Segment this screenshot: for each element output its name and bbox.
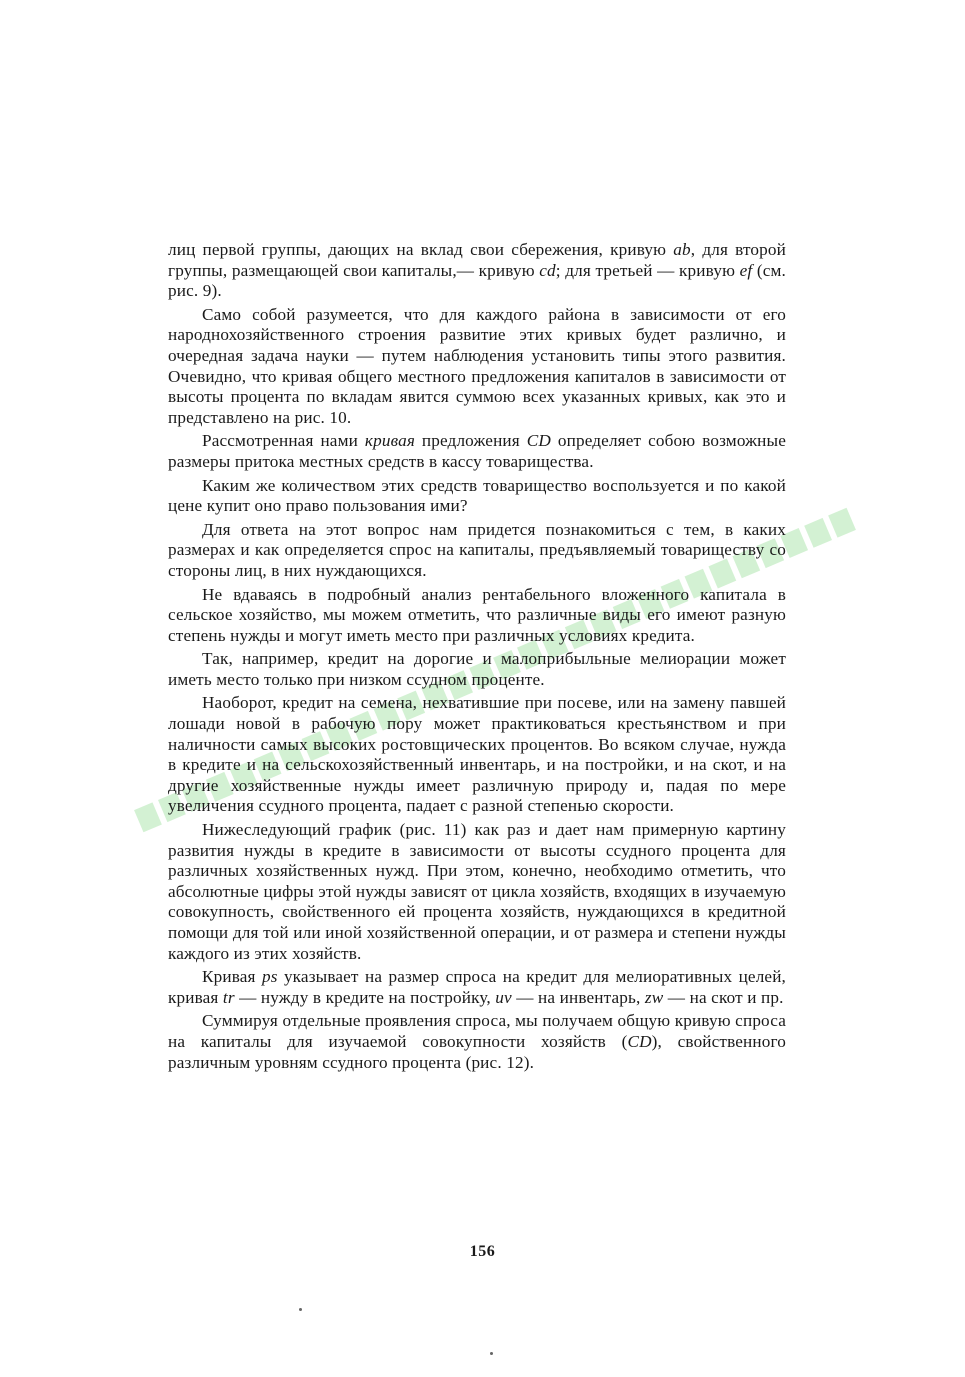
- paragraph: Для ответа на этот вопрос нам придется познакомиться с тем, в каких размерах и как определяется спрос на капиталы, предъявляемый товариществу со стороны лиц, в них нуждающихся.: [168, 519, 786, 580]
- paragraph: Каким же количеством этих средств товарищество воспользуется и по какой цене купит оно право пользования ими?: [168, 475, 786, 516]
- paragraph: Само собой разумеется, что для каждого района в зависимости от его народнохозяйственного строения развитие этих кривых будет различно, и очередная задача науки — путем наблюдения установить типы этого развития. Очевидно, что кривая общего местного предложения капиталов в зависимости от высоты процента по вкладам явится суммою всех указанных кривых, как это и представлено на рис. 10.: [168, 304, 786, 427]
- scan-speck: [490, 1352, 493, 1355]
- paragraph: Так, например, кредит на дорогие и малоприбыльные мелиорации может иметь место только при низком ссудном проценте.: [168, 649, 786, 689]
- page-number: 156: [469, 1243, 496, 1260]
- paragraph: Не вдаваясь в подробный анализ рентабельного вложенного капитала в сельское хозяйство, мы можем отметить, что различные виды его имеют разную степень нужды и могут иметь место при различных условиях кредита.: [168, 584, 786, 645]
- paragraph: Рассмотренная нами кривая предложения CD определяет собою возможные размеры притока местных средств в кассу товарищества.: [168, 431, 786, 471]
- body-text: [168, 240, 786, 1076]
- paragraph: Нижеследующий график (рис. 11) как раз и дает нам примерную картину развития нужды в кредите в зависимости от высоты ссудного процента для различных хозяйственных нужд. При этом, конечно, необходимо отметить, что абсолютные цифры этой нужды зависят от цикла хозяйств, входящих в изучаемую совокупность, свойственного ей процента хозяйств, нуждающихся в кредитной помощи для той или иной хозяйственной операции, и от размера и степени нужды каждого из этих хозяйств.: [168, 820, 786, 963]
- scan-speck: [299, 1308, 302, 1311]
- paragraph: Наоборот, кредит на семена, нехватившие при посеве, или на замену павшей лошади новой в рабочую пору может практиковаться крестьянством и при наличности самых высоких ростовщических процентов. Во всяком случае, нужда в кредите и на сельскохозяйственный инвентарь, и на постройки, и на скот, и на другие хозяйственные нужды имеет различную природу и, падая по мере увеличения ссудного процента, падает с разной степенью скорости.: [168, 693, 786, 816]
- paragraph: Кривая ps указывает на размер спроса на кредит для мелиоративных целей, кривая tr — нужду в кредите на постройку, uv — на инвентарь, zw — на скот и пр.: [168, 967, 787, 1007]
- paragraph: Суммируя отдельные проявления спроса, мы получаем общую кривую спроса на капиталы для изучаемой совокупности хозяйств (CD), свойственного различным уровням ссудного процента (рис. 12).: [168, 1011, 786, 1072]
- paragraph: лиц первой группы, дающих на вклад свои сбережения, кривую ab, для второй группы, размещающей свои капиталы,— кривую cd; для третьей — кривую ef (см. рис. 9).: [168, 240, 786, 301]
